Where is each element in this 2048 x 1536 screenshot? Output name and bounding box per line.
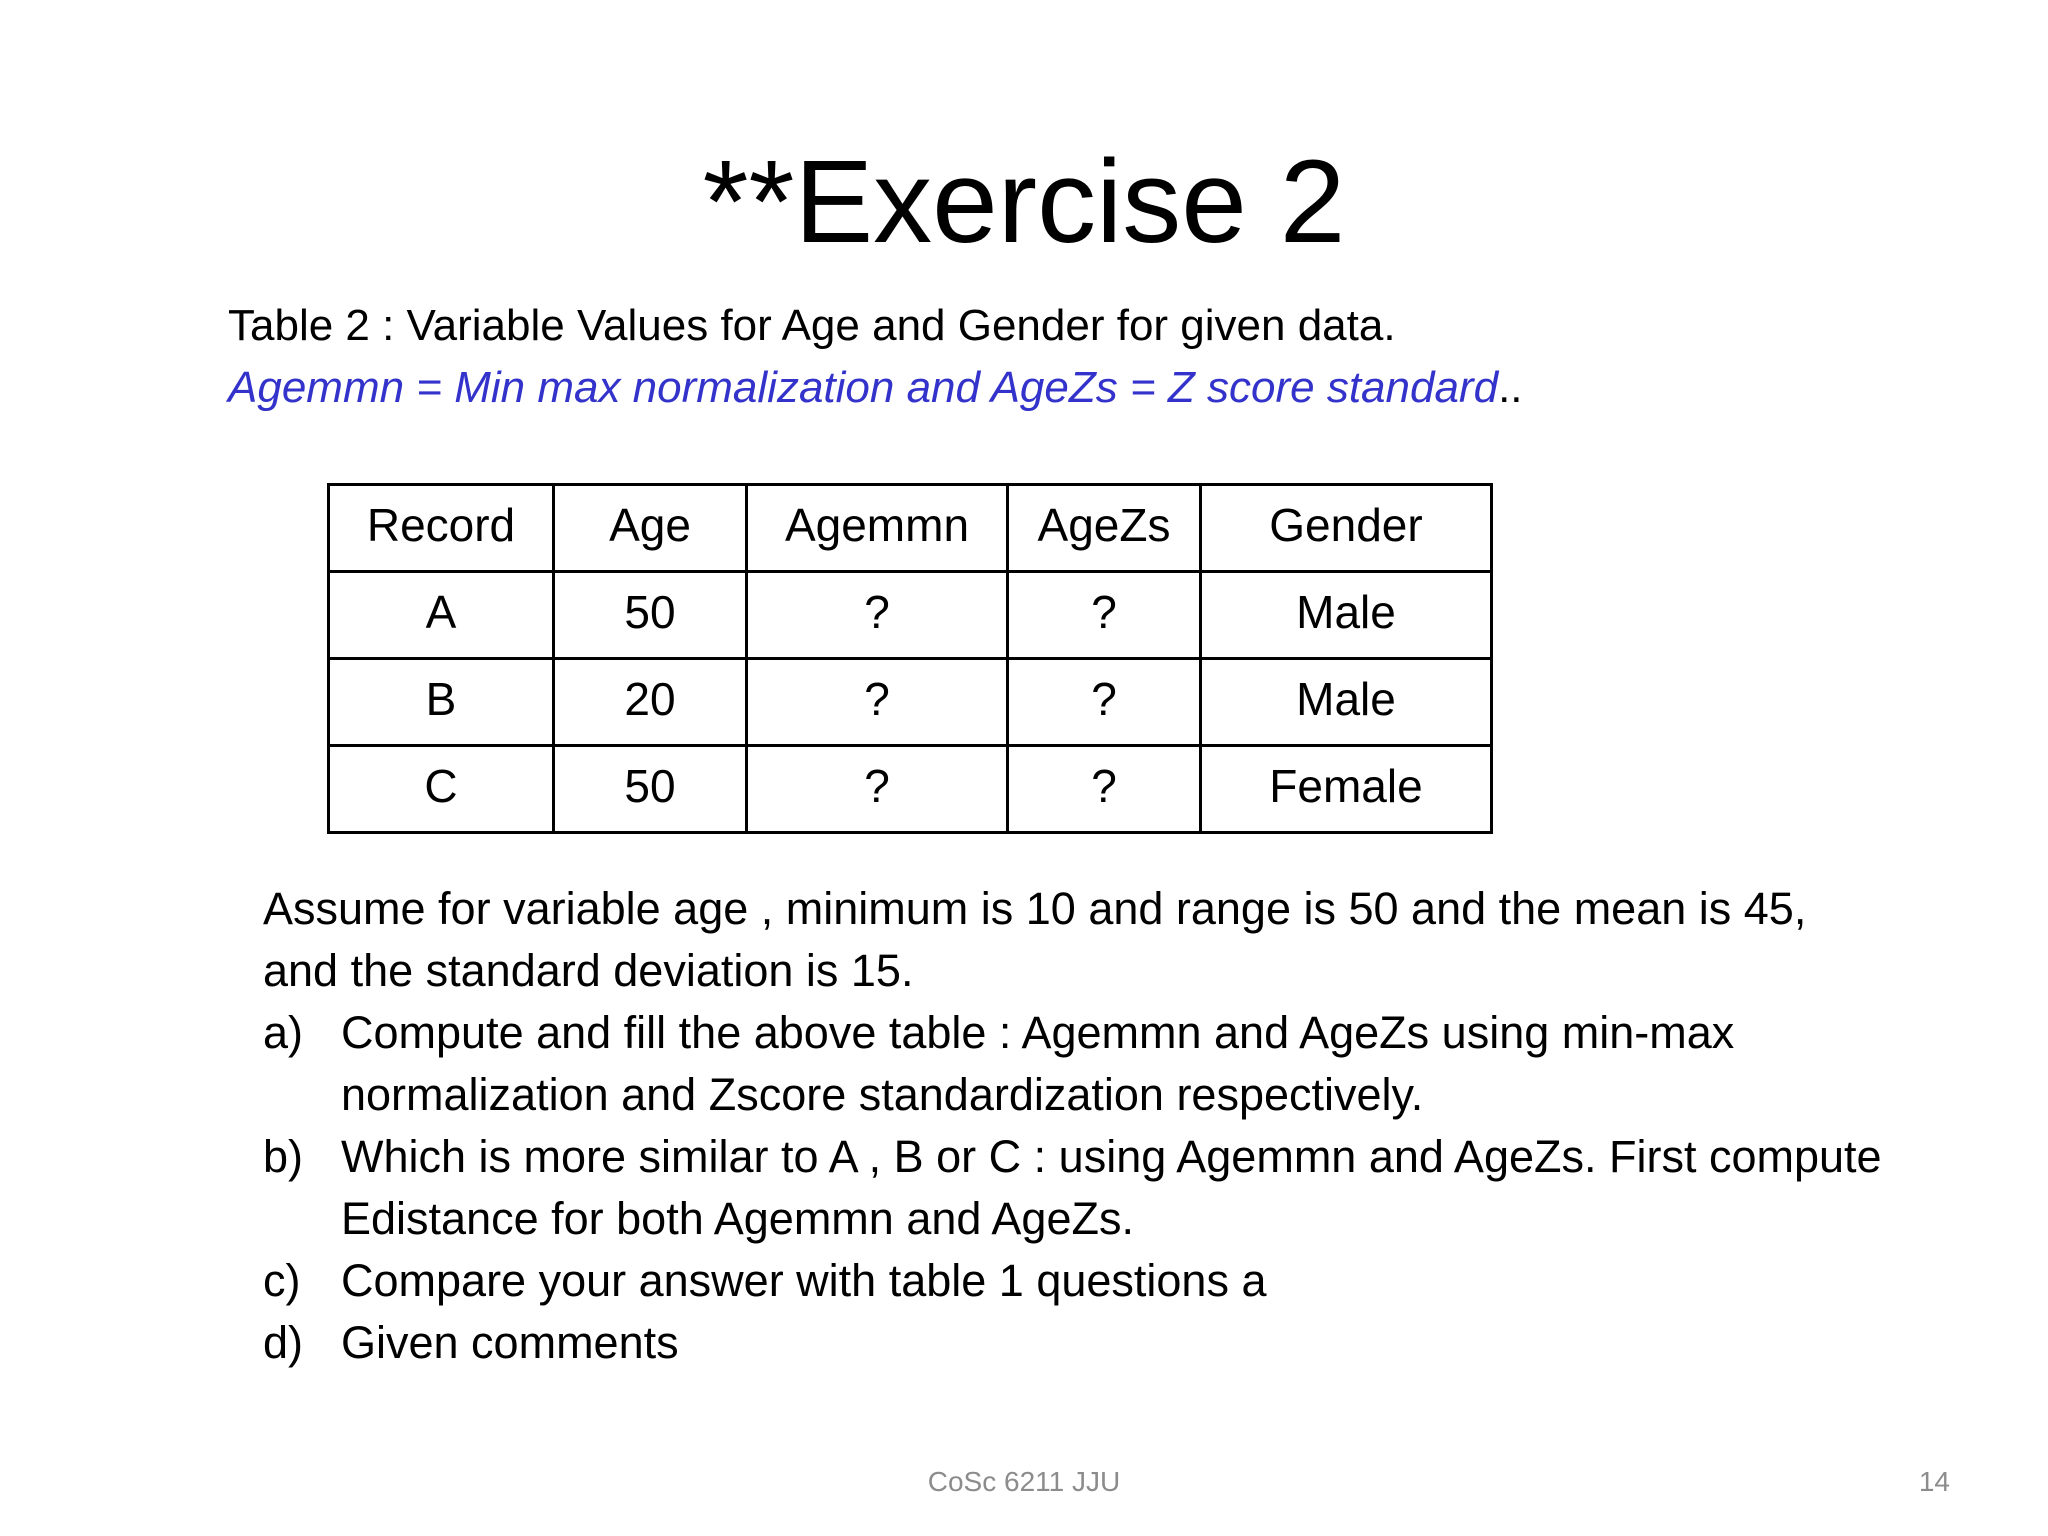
caption-definitions: Agemmn = Min max normalization and AgeZs = Z score standard: [228, 363, 1499, 412]
cell-agezs: ?: [1008, 659, 1201, 746]
header-agemmn: Agemmn: [747, 485, 1008, 572]
question-item-a: [263, 1002, 1923, 1126]
question-text: Compare your answer with table 1 questions a: [341, 1255, 1267, 1306]
table-row: [329, 659, 1492, 746]
variable-values-table: [327, 483, 1493, 834]
table-row: [329, 572, 1492, 659]
cell-gender: Male: [1201, 659, 1492, 746]
question-marker: b): [263, 1131, 304, 1182]
question-item-c: [263, 1250, 1923, 1312]
slide-title: **Exercise 2: [702, 136, 1346, 268]
footer-course: CoSc 6211 JJU: [927, 1466, 1121, 1497]
question-list: [263, 1002, 1923, 1374]
question-marker: d): [263, 1317, 304, 1368]
question-item-d: [263, 1312, 1923, 1374]
question-marker: a): [263, 1007, 304, 1058]
cell-agemmn: ?: [747, 572, 1008, 659]
caption-suffix: ..: [1498, 363, 1523, 412]
header-agezs: AgeZs: [1008, 485, 1201, 572]
intro-line-2: and the standard deviation is 15.: [263, 945, 914, 996]
table-caption: [228, 295, 1523, 419]
cell-agezs: ?: [1008, 746, 1201, 833]
intro-line-1: Assume for variable age , minimum is 10 and range is 50 and the mean is 45,: [263, 883, 1807, 934]
cell-agemmn: ?: [747, 746, 1008, 833]
cell-record: A: [329, 572, 554, 659]
cell-gender: Female: [1201, 746, 1492, 833]
exercise-body: [263, 878, 1923, 1374]
cell-agemmn: ?: [747, 659, 1008, 746]
question-marker: c): [263, 1255, 301, 1306]
cell-gender: Male: [1201, 572, 1492, 659]
caption-line-2: [228, 357, 1523, 419]
header-age: Age: [554, 485, 747, 572]
cell-age: 20: [554, 659, 747, 746]
cell-age: 50: [554, 746, 747, 833]
question-text: Which is more similar to A , B or C : using Agemmn and AgeZs. First compute Edistance for both Agemmn and AgeZs.: [341, 1131, 1882, 1244]
question-text: Compute and fill the above table : Agemmn and AgeZs using min-max normalization and Zscore standardization respectively.: [341, 1007, 1735, 1120]
cell-agezs: ?: [1008, 572, 1201, 659]
cell-record: B: [329, 659, 554, 746]
cell-record: C: [329, 746, 554, 833]
table-row: [329, 746, 1492, 833]
header-gender: Gender: [1201, 485, 1492, 572]
table-header-row: [329, 485, 1492, 572]
question-item-b: [263, 1126, 1923, 1250]
slide-page-number: 14: [1918, 1466, 1950, 1497]
question-text: Given comments: [341, 1317, 679, 1368]
caption-line-1: Table 2 : Variable Values for Age and Gender for given data.: [228, 301, 1396, 350]
cell-age: 50: [554, 572, 747, 659]
header-record: Record: [329, 485, 554, 572]
